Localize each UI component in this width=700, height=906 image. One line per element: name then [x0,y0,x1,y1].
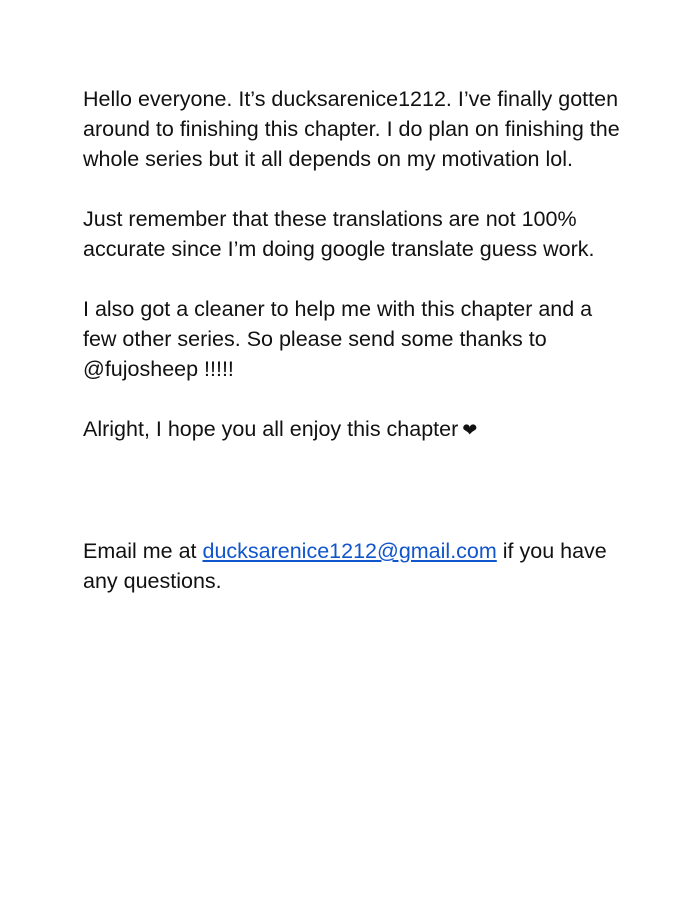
email-link[interactable]: ducksarenice1212@gmail.com [202,539,497,563]
email-prefix: Email me at [83,539,203,563]
intro-paragraph: Hello everyone. It’s ducksarenice1212. I’ve finally gotten around to finishing this chapter. I do plan on finishing the whole series but it all depends on my motivation lol. [83,87,620,171]
closing-text: Alright, I hope you all enjoy this chapter [83,417,459,441]
heart-icon: ❤ [462,420,478,441]
contact-paragraph [83,536,623,596]
spacer [83,476,623,536]
cleaner-thanks-paragraph: I also got a cleaner to help me with this chapter and a few other series. So please send some thanks to @fujosheep !!!!! [83,297,593,381]
translation-note-paragraph: Just remember that these translations are not 100% accurate since I’m doing google translate guess work. [83,207,595,261]
email-suffix: if you have any questions. [83,539,607,593]
document-body [83,84,623,626]
closing-paragraph [83,414,623,446]
